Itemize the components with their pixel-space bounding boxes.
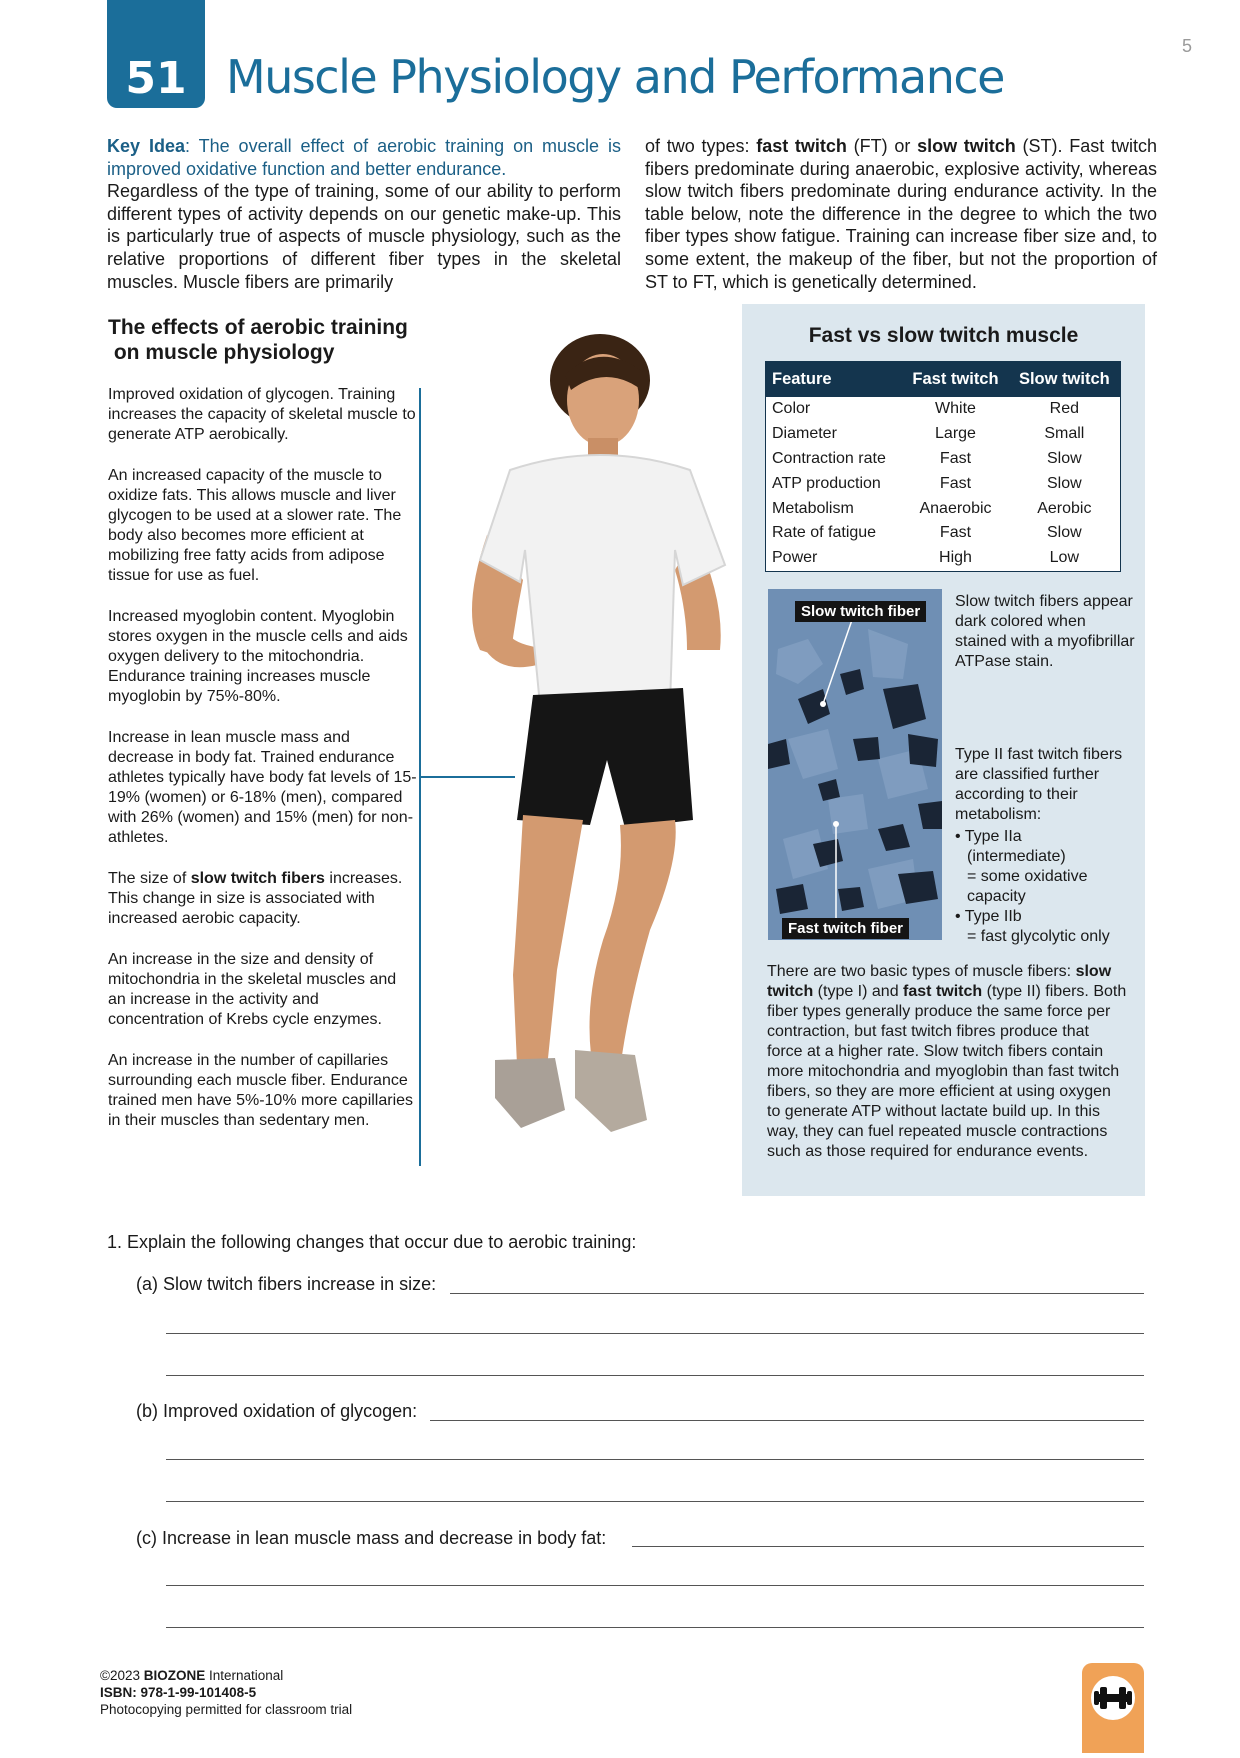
- list-item-text: Type IIa: [964, 828, 1022, 845]
- effects-heading: [108, 315, 438, 365]
- table-cell: Fast: [939, 474, 972, 492]
- intro-right-bold-ft: fast twitch: [756, 136, 847, 156]
- answer-line[interactable]: [166, 1627, 1144, 1628]
- table-row: [766, 521, 1121, 546]
- summary-text: (type I) and: [813, 983, 904, 1000]
- answer-line[interactable]: [450, 1293, 1144, 1294]
- table-cell: Fast: [939, 524, 972, 542]
- intro-left-column: [107, 135, 621, 293]
- table-row: [766, 496, 1121, 521]
- page-number: 5: [1181, 36, 1192, 56]
- fast-twitch-fiber-label: Fast twitch fiber: [782, 918, 909, 939]
- fast-twitch-note: [955, 745, 1135, 947]
- footer-isbn: ISBN: 978-1-99-101408-5: [100, 1685, 257, 1700]
- column-header: Slow twitch: [1009, 362, 1121, 398]
- table-cell: Diameter: [772, 425, 837, 443]
- question-1c: (c) Increase in lean muscle mass and decrease in body fat:: [136, 1528, 612, 1549]
- effect-item: Improved oxidation of glycogen. Training increases the capacity of skeletal muscle to generate ATP aerobically.: [108, 386, 416, 443]
- column-header: Feature: [766, 362, 903, 398]
- effect-bold: slow twitch fibers: [190, 870, 325, 887]
- key-idea-label: Key Idea: [107, 136, 185, 156]
- muscle-micrograph: [768, 589, 942, 940]
- chapter-number: 51: [125, 53, 187, 104]
- footer: [100, 1667, 352, 1718]
- table-row: [766, 422, 1121, 447]
- chapter-number-tab: [107, 0, 205, 108]
- effect-item: An increase in the number of capillaries surrounding each muscle fiber. Endurance trained men have 5%-10% more capillaries in their muscles than sedentary men.: [108, 1052, 414, 1129]
- table-cell: Red: [1049, 400, 1079, 418]
- table-cell: Power: [772, 549, 818, 567]
- table-row: [766, 471, 1121, 496]
- question-1b: (b) Improved oxidation of glycogen:: [136, 1401, 423, 1422]
- answer-line[interactable]: [632, 1546, 1144, 1547]
- intro-right-text-2: (FT) or: [846, 136, 918, 156]
- answer-line[interactable]: [166, 1459, 1144, 1460]
- answer-line[interactable]: [166, 1501, 1144, 1502]
- table-cell: ATP production: [772, 474, 881, 492]
- table-cell: Metabolism: [772, 499, 854, 517]
- answer-line[interactable]: [166, 1375, 1144, 1376]
- table-row: [766, 447, 1121, 472]
- micrograph-image: [768, 589, 942, 940]
- intro-right-text-1: of two types:: [645, 136, 757, 156]
- table-header-row: [766, 362, 1121, 398]
- list-item-text: Type IIb: [964, 908, 1022, 925]
- effect-item: An increased capacity of the muscle to oxidize fats. This allows muscle and liver glycogen to be used at a slower rate. The body also becomes more efficient at mobilizing free fatty acids from adipose tissue for use as fuel.: [108, 467, 402, 584]
- footer-copyright: ©2023: [100, 1668, 144, 1683]
- fiber-summary-text: [767, 962, 1127, 1162]
- fiber-type-list: [955, 827, 1135, 947]
- intro-right-bold-st: slow twitch: [917, 136, 1016, 156]
- intro-left-text: Regardless of the type of training, some of our ability to perform different types of activity depends on our genetic make-up. This is particularly true of aspects of muscle physiology, such as the relative proportions of different fiber types in the skeletal muscles. Muscle fibers are primarily: [107, 181, 621, 292]
- answer-line[interactable]: [166, 1585, 1144, 1586]
- table-title: Fast vs slow twitch muscle: [808, 324, 1079, 347]
- effect-text: increases. This change in size is associated with increased aerobic capacity.: [108, 870, 403, 927]
- list-item-text: (intermediate): [967, 848, 1066, 865]
- fast-twitch-note-text: Type II fast twitch fibers are classified further according to their metabolism:: [955, 746, 1123, 823]
- table-cell: Fast: [939, 449, 972, 467]
- table-cell: High: [939, 549, 972, 567]
- answer-line[interactable]: [166, 1333, 1144, 1334]
- effect-item: Increase in lean muscle mass and decrease in body fat. Trained endurance athletes typically have body fat levels of 15-19% (women) or 6-18% (men), compared with 26% (women) and 15% (men) for non-athletes.: [108, 729, 417, 846]
- question-1: 1. Explain the following changes that occur due to aerobic training:: [107, 1232, 637, 1252]
- table-row: [766, 546, 1121, 571]
- effect-text: The size of: [108, 870, 191, 887]
- slow-twitch-note: Slow twitch fibers appear dark colored when stained with a myofibrillar ATPase stain.: [955, 593, 1135, 670]
- dumbbell-icon: [1082, 1663, 1144, 1753]
- key-idea-text: : The overall effect of aerobic training on muscle is improved oxidative function and better endurance.: [107, 136, 621, 179]
- table-cell: Color: [772, 400, 811, 418]
- fiber-comparison-table: [765, 361, 1121, 572]
- table-cell: Small: [1044, 425, 1085, 443]
- effect-item: [108, 869, 418, 929]
- list-item-text: = fast glycolytic only: [967, 928, 1110, 945]
- table-cell: Rate of fatigue: [772, 524, 877, 542]
- runner-photo: [425, 320, 745, 1175]
- effects-list: [108, 385, 418, 1152]
- effect-item: Increased myoglobin content. Myoglobin stores oxygen in the muscle cells and aids oxygen delivery to the mitochondria. Endurance training increases muscle myoglobin by 75%-80%.: [108, 608, 408, 705]
- footer-brand: BIOZONE: [143, 1668, 206, 1683]
- summary-bold: fast twitch: [903, 983, 983, 1000]
- section-tab: [1082, 1663, 1144, 1753]
- table-cell: Low: [1049, 549, 1079, 567]
- intro-right-text-3: (ST). Fast twitch fibers predominate during anaerobic, explosive activity, whereas slow twitch fibers predominate during endurance activity. In the table below, note the difference in the degree to which the two fiber types show fatigue. Training can increase fiber size and, to some extent, the makeup of the fiber, but not the proportion of ST to FT, which is genetically determined.: [645, 136, 1157, 292]
- table-cell: Contraction rate: [772, 449, 886, 467]
- footer-copyright-suffix: International: [205, 1668, 284, 1683]
- effect-item: An increase in the size and density of mitochondria in the skeletal muscles and an increase in the activity and concentration of Krebs cycle enzymes.: [108, 951, 397, 1028]
- table-cell: Anaerobic: [919, 499, 992, 517]
- key-idea: [107, 136, 621, 179]
- slow-twitch-fiber-label: Slow twitch fiber: [795, 601, 926, 622]
- table-cell: Slow: [1046, 474, 1082, 492]
- column-header: Fast twitch: [902, 362, 1008, 398]
- table-cell: Aerobic: [1037, 499, 1092, 517]
- intro-right-column: [645, 135, 1157, 293]
- summary-bold: slow twitch: [767, 963, 1112, 1000]
- question-1a: (a) Slow twitch fibers increase in size:: [136, 1274, 442, 1295]
- table-cell: Slow: [1046, 524, 1082, 542]
- table-cell: Slow: [1046, 449, 1082, 467]
- page-title: Muscle Physiology and Performance: [226, 50, 1004, 104]
- footer-note: Photocopying permitted for classroom trial: [100, 1702, 353, 1717]
- summary-text: (type II) fibers. Both fiber types generally produce the same force per contraction, but fast twitch fibres produce that force at a higher rate. Slow twitch fibers contain more mitochondria and myoglobin than fast twitch fibers, so they are more efficient at using oxygen to generate ATP without lactate build up. In this way, they can fuel repeated muscle contractions such as those required for endurance events.: [767, 983, 1127, 1160]
- effects-heading-line1: The effects of aerobic training: [108, 316, 408, 339]
- answer-line[interactable]: [430, 1420, 1144, 1421]
- table-cell: White: [935, 400, 976, 418]
- list-item: [964, 907, 1135, 947]
- table-cell: Large: [935, 425, 976, 443]
- list-item: [964, 827, 1135, 907]
- list-item-text: = some oxidative capacity: [967, 868, 1088, 905]
- effects-heading-line2: on muscle physiology: [113, 341, 335, 364]
- summary-text: There are two basic types of muscle fibers:: [767, 963, 1076, 980]
- table-row: [766, 397, 1121, 422]
